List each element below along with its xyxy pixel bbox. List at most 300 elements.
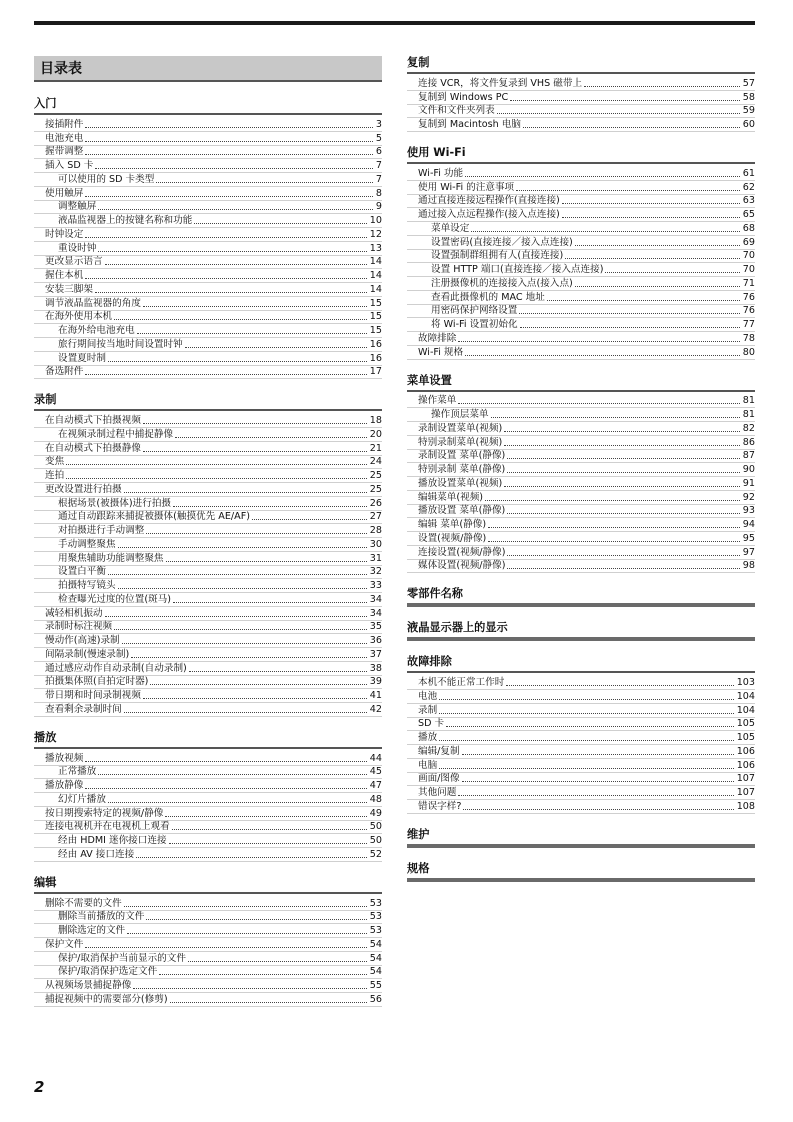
toc-entry[interactable] (407, 505, 755, 519)
toc-entry-label: 录制 (418, 704, 438, 716)
toc-entry-label: 握住本机 (45, 270, 84, 281)
leader-dots (465, 355, 740, 356)
toc-entry[interactable] (34, 766, 382, 780)
toc-entry-page: 20 (369, 428, 382, 440)
toc-entry[interactable] (34, 428, 382, 442)
toc-entry[interactable] (34, 911, 382, 925)
section-heading[interactable]: 维护 (407, 828, 755, 848)
leader-dots (463, 809, 733, 810)
toc-entry-label: 连拍 (45, 470, 65, 481)
toc-entry-page: 27 (369, 511, 382, 523)
toc-entry-page: 82 (742, 422, 755, 434)
leader-dots (143, 698, 367, 699)
toc-entry-label: 录制设置 菜单(静像) (418, 450, 506, 462)
toc-entry[interactable] (34, 793, 382, 807)
toc-entry[interactable] (407, 236, 755, 250)
toc-entry-page: 53 (369, 911, 382, 923)
toc-entry-page: 90 (742, 464, 755, 475)
toc-entry-page: 30 (369, 538, 382, 550)
toc-entry[interactable] (407, 118, 755, 132)
toc-entry-label: 注册摄像机的连接接入点(接入点) (431, 277, 573, 289)
toc-entry[interactable] (407, 263, 755, 277)
toc-entry-page: 104 (736, 704, 755, 716)
toc-entry[interactable] (34, 352, 382, 366)
toc-entry[interactable] (34, 256, 382, 270)
toc-entry-label: 错误字样? (418, 800, 462, 812)
toc-entry-label: 复制到 Macintosh 电脑 (418, 119, 521, 130)
leader-dots (458, 341, 739, 342)
toc-entry[interactable] (407, 532, 755, 546)
toc-entry[interactable] (34, 497, 382, 511)
toc-entry-label: 根据场景(被摄体)进行拍摄 (58, 497, 172, 509)
toc-entry[interactable] (34, 242, 382, 256)
toc-entry-page: 107 (736, 787, 755, 798)
toc-entry-page: 107 (736, 773, 755, 785)
toc-entry-page: 9 (375, 201, 382, 213)
toc-entry-page: 54 (369, 966, 382, 978)
toc-entry[interactable] (34, 159, 382, 173)
toc-entry-label: 安装三脚架 (45, 283, 93, 295)
toc-entry[interactable] (407, 408, 755, 422)
toc-entry-label: 播放视频 (45, 752, 84, 764)
leader-dots (122, 643, 367, 644)
toc-entry-page: 52 (369, 848, 382, 860)
toc-entry-label: 通过自动跟踪来捕捉被摄体(触摸优先 AE/AF) (58, 511, 250, 523)
toc-entry-page: 76 (742, 291, 755, 303)
leader-dots (150, 684, 366, 685)
toc-entry[interactable] (34, 924, 382, 938)
toc-entry-page: 16 (369, 338, 382, 350)
leader-dots (85, 154, 373, 155)
toc-entry-page: 87 (742, 450, 755, 462)
leader-dots (159, 974, 367, 975)
toc-entry[interactable] (407, 718, 755, 732)
toc-entry-label: 故障排除 (418, 332, 457, 344)
toc-section (407, 655, 755, 814)
toc-entry[interactable] (34, 566, 382, 580)
toc-entry-page: 106 (736, 759, 755, 771)
toc-entry-label: 保护文件 (45, 938, 84, 950)
toc-entry-page: 77 (742, 319, 755, 330)
toc-entry-label: 对拍摄进行手动调整 (58, 525, 145, 536)
section-heading[interactable]: 入门 (34, 97, 382, 115)
toc-entry[interactable] (407, 560, 755, 574)
toc-entry[interactable] (34, 269, 382, 283)
toc-entry-list (407, 395, 755, 574)
toc-entry-list (407, 77, 755, 132)
toc-entry[interactable] (34, 621, 382, 635)
toc-entry-label: 幻灯片播放 (58, 793, 106, 805)
toc-entry-label: 编辑菜单(视频) (418, 491, 484, 503)
toc-entry-page: 35 (369, 621, 382, 633)
toc-entry-label: 电脑 (418, 759, 438, 771)
leader-dots (462, 781, 734, 782)
toc-entry[interactable] (34, 173, 382, 187)
leader-dots (507, 472, 739, 473)
leader-dots (173, 602, 367, 603)
toc-section (34, 97, 382, 379)
toc-entry[interactable] (34, 132, 382, 146)
toc-entry[interactable] (34, 283, 382, 297)
toc-entry[interactable] (34, 848, 382, 862)
toc-entry[interactable] (407, 318, 755, 332)
leader-dots (108, 361, 367, 362)
section-heading[interactable]: 使用 Wi-Fi (407, 146, 755, 164)
toc-entry-page: 108 (736, 800, 755, 812)
toc-entry-page: 81 (742, 409, 755, 420)
toc-entry-label: 复制到 Windows PC (418, 91, 509, 103)
toc-entry-label: SD 卡 (418, 718, 445, 730)
toc-entry[interactable] (34, 538, 382, 552)
toc-entry[interactable] (34, 456, 382, 470)
toc-entry[interactable] (34, 834, 382, 848)
toc-entry-label: 带日期和时间录制视频 (45, 690, 141, 701)
leader-dots (506, 685, 733, 686)
toc-entry[interactable] (407, 291, 755, 305)
section-heading[interactable]: 编辑 (34, 876, 382, 894)
toc-entry[interactable] (407, 277, 755, 291)
toc-entry[interactable] (407, 546, 755, 560)
toc-entry-label: 播放 (418, 732, 438, 743)
toc-entry[interactable] (34, 146, 382, 160)
toc-entry-label: 删除当前播放的文件 (58, 911, 145, 923)
toc-entry-page: 18 (369, 415, 382, 426)
toc-entry[interactable] (34, 338, 382, 352)
toc-entry-label: 通过感应动作自动录制(自动录制) (45, 662, 187, 674)
toc-entry[interactable] (407, 77, 755, 91)
toc-entry[interactable] (407, 477, 755, 491)
leader-dots (170, 1002, 367, 1003)
section-heading[interactable]: 液晶显示器上的显示 (407, 621, 755, 641)
leader-dots (85, 141, 373, 142)
toc-entry-label: 设置夏时制 (58, 352, 106, 364)
leader-dots (98, 251, 366, 252)
toc-entry-page: 41 (369, 690, 382, 701)
toc-section (407, 56, 755, 132)
toc-section (407, 621, 755, 641)
toc-entry-list (34, 118, 382, 379)
toc-entry[interactable] (407, 250, 755, 264)
toc-entry-label: 经由 HDMI 迷你接口连接 (58, 835, 167, 846)
toc-entry[interactable] (407, 422, 755, 436)
toc-entry-page: 21 (369, 442, 382, 454)
section-heading[interactable]: 规格 (407, 862, 755, 882)
toc-entry[interactable] (34, 311, 382, 325)
toc-entry[interactable] (34, 607, 382, 621)
leader-dots (143, 451, 367, 452)
toc-entry[interactable] (34, 676, 382, 690)
toc-entry[interactable] (407, 436, 755, 450)
leader-dots (66, 478, 367, 479)
toc-entry-page: 5 (375, 132, 382, 144)
toc-entry-page: 13 (369, 242, 382, 254)
leader-dots (497, 113, 740, 114)
toc-entry-label: 经由 AV 接口连接 (58, 848, 135, 860)
toc-entry[interactable] (34, 187, 382, 201)
toc-entry-page: 58 (742, 91, 755, 103)
toc-entry[interactable] (34, 821, 382, 835)
toc-entry[interactable] (34, 469, 382, 483)
toc-entry-page: 15 (369, 311, 382, 323)
toc-entry-page: 93 (742, 505, 755, 517)
toc-entry-list (407, 676, 755, 814)
toc-entry-label: 变焦 (45, 456, 65, 468)
toc-entry-label: 间隔录制(慢速录制) (45, 648, 130, 660)
section-heading[interactable]: 零部件名称 (407, 587, 755, 607)
toc-entry-label: 重设时钟 (58, 242, 97, 254)
toc-entry[interactable] (407, 222, 755, 236)
toc-entry-label: 播放静像 (45, 780, 84, 791)
toc-entry-page: 6 (375, 146, 382, 158)
toc-entry[interactable] (407, 773, 755, 787)
toc-entry-page: 7 (375, 160, 382, 171)
toc-entry[interactable] (34, 579, 382, 593)
toc-entry[interactable] (407, 704, 755, 718)
section-heading[interactable]: 录制 (34, 393, 382, 411)
toc-entry-page: 16 (369, 352, 382, 364)
toc-entry-page: 49 (369, 807, 382, 819)
leader-dots (439, 768, 734, 769)
toc-entry-page: 106 (736, 745, 755, 757)
toc-entry[interactable] (34, 297, 382, 311)
leader-dots (439, 699, 734, 700)
toc-entry-page: 53 (369, 925, 382, 936)
toc-entry-page: 94 (742, 519, 755, 530)
right-column (407, 56, 755, 896)
leader-dots (562, 217, 740, 218)
toc-entry[interactable] (34, 442, 382, 456)
toc-entry[interactable] (34, 414, 382, 428)
toc-entry[interactable] (34, 593, 382, 607)
toc-entry-label: 从视频场景捕捉静像 (45, 980, 132, 991)
toc-entry[interactable] (407, 195, 755, 209)
toc-entry-label: 保护/取消保护选定文件 (58, 966, 158, 978)
leader-dots (488, 541, 740, 542)
leader-dots (85, 237, 366, 238)
toc-entry-page: 62 (742, 181, 755, 193)
toc-entry-label: 查看此摄像机的 MAC 地址 (431, 291, 545, 303)
leader-dots (189, 671, 367, 672)
toc-entry[interactable] (34, 511, 382, 525)
toc-entry[interactable] (407, 395, 755, 409)
leader-dots (516, 190, 740, 191)
toc-entry-label: Wi-Fi 功能 (418, 167, 464, 179)
leader-dots (143, 306, 367, 307)
toc-entry-label: 电池充电 (45, 132, 84, 144)
leader-dots (85, 761, 366, 762)
toc-entry[interactable] (34, 752, 382, 766)
toc-entry[interactable] (407, 731, 755, 745)
leader-dots (565, 258, 740, 259)
toc-entry-label: 接插附件 (45, 118, 84, 130)
toc-entry-page: 59 (742, 105, 755, 117)
toc-entry-page: 57 (742, 77, 755, 89)
toc-entry-label: 连接设置(视频/静像) (418, 546, 506, 558)
toc-entry-page: 36 (369, 635, 382, 646)
toc-entry-page: 34 (369, 607, 382, 619)
leader-dots (458, 403, 739, 404)
toc-entry-list (34, 897, 382, 1007)
toc-entry-page: 25 (369, 470, 382, 481)
toc-entry-page: 14 (369, 283, 382, 295)
leader-dots (85, 374, 366, 375)
leader-dots (66, 464, 367, 465)
toc-entry[interactable] (34, 324, 382, 338)
toc-entry[interactable] (34, 703, 382, 717)
toc-entry[interactable] (407, 463, 755, 477)
toc-entry[interactable] (407, 800, 755, 814)
toc-entry[interactable] (407, 786, 755, 800)
toc-entry[interactable] (407, 518, 755, 532)
toc-entry[interactable] (407, 491, 755, 505)
toc-entry[interactable] (407, 91, 755, 105)
toc-entry[interactable] (407, 346, 755, 360)
toc-entry[interactable] (407, 305, 755, 319)
section-heading[interactable]: 复制 (407, 56, 755, 74)
toc-entry-label: 可以使用的 SD 卡类型 (58, 173, 155, 185)
leader-dots (185, 347, 367, 348)
toc-entry-page: 91 (742, 477, 755, 489)
leader-dots (118, 547, 367, 548)
leader-dots (507, 555, 739, 556)
toc-entry-page: 3 (375, 118, 382, 130)
toc-entry[interactable] (34, 807, 382, 821)
toc-entry-label: 连接电视机并在电视机上观看 (45, 821, 170, 833)
toc-entry-page: 28 (369, 525, 382, 536)
toc-entry[interactable] (34, 634, 382, 648)
toc-entry-page: 81 (742, 395, 755, 407)
toc-entry-label: 减轻相机振动 (45, 607, 103, 619)
toc-entry[interactable] (34, 366, 382, 380)
leader-dots (108, 574, 367, 575)
leader-dots (95, 292, 367, 293)
toc-entry[interactable] (34, 201, 382, 215)
toc-entry-page: 68 (742, 222, 755, 234)
toc-entry-label: 手动调整聚焦 (58, 538, 116, 550)
toc-title: 目录表 (34, 56, 382, 82)
leader-dots (98, 774, 366, 775)
toc-entry[interactable] (407, 208, 755, 222)
leader-dots (85, 196, 373, 197)
toc-entry-label: 使用 Wi-Fi 的注意事项 (418, 181, 515, 193)
toc-entry-label: 用聚焦辅助功能调整聚焦 (58, 552, 164, 564)
toc-entry-page: 76 (742, 305, 755, 317)
toc-entry[interactable] (407, 332, 755, 346)
toc-entry[interactable] (34, 966, 382, 980)
toc-entry-page: 42 (369, 703, 382, 715)
toc-entry-label: 按日期搜索特定的视频/静像 (45, 807, 164, 819)
toc-entry[interactable] (34, 214, 382, 228)
toc-entry[interactable] (34, 228, 382, 242)
toc-entry[interactable] (34, 648, 382, 662)
toc-entry[interactable] (34, 689, 382, 703)
section-heading[interactable]: 菜单设置 (407, 374, 755, 392)
toc-entry[interactable] (34, 979, 382, 993)
leader-dots (146, 533, 366, 534)
toc-entry-label: 设置强制群组拥有人(直接连接) (431, 250, 564, 262)
toc-entry[interactable] (407, 690, 755, 704)
toc-entry-page: 14 (369, 256, 382, 268)
toc-entry-label: 更改设置进行拍摄 (45, 483, 122, 495)
toc-entry-label: 插入 SD 卡 (45, 160, 94, 171)
leader-dots (519, 313, 739, 314)
leader-dots (85, 947, 366, 948)
toc-entry-label: 液晶监视器上的按键名称和功能 (58, 215, 193, 226)
toc-entry[interactable] (34, 118, 382, 132)
toc-entry[interactable] (34, 938, 382, 952)
toc-entry-label: 其他问题 (418, 787, 457, 798)
leader-dots (85, 788, 366, 789)
leader-dots (520, 327, 740, 328)
leader-dots (172, 829, 367, 830)
toc-entry-page: 78 (742, 332, 755, 344)
toc-entry-label: 调整触屏 (58, 201, 97, 213)
leader-dots (114, 629, 367, 630)
toc-entry[interactable] (34, 779, 382, 793)
toc-entry-label: 编辑 菜单(静像) (418, 519, 487, 530)
toc-entry-page: 105 (736, 732, 755, 743)
leader-dots (510, 100, 740, 101)
toc-entry-page: 97 (742, 546, 755, 558)
toc-entry[interactable] (407, 167, 755, 181)
toc-entry-page: 15 (369, 297, 382, 309)
toc-entry[interactable] (34, 524, 382, 538)
toc-entry[interactable] (407, 450, 755, 464)
section-heading[interactable]: 故障排除 (407, 655, 755, 673)
leader-dots (166, 561, 367, 562)
toc-entry-page: 70 (742, 250, 755, 262)
toc-entry-page: 55 (369, 980, 382, 991)
toc-entry[interactable] (34, 483, 382, 497)
toc-entry[interactable] (407, 745, 755, 759)
toc-entry[interactable] (407, 105, 755, 119)
toc-entry-label: 删除选定的文件 (58, 925, 126, 936)
section-heading[interactable]: 播放 (34, 731, 382, 749)
toc-entry-label: 在海外使用本机 (45, 311, 113, 323)
toc-entry[interactable] (407, 759, 755, 773)
toc-entry[interactable] (407, 676, 755, 690)
toc-entry-page: 54 (369, 938, 382, 950)
toc-entry[interactable] (34, 552, 382, 566)
toc-entry-label: 设置白平衡 (58, 566, 106, 578)
leader-dots (485, 500, 740, 501)
toc-entry-label: 操作菜单 (418, 395, 457, 407)
leader-dots (105, 616, 367, 617)
leader-dots (124, 712, 367, 713)
leader-dots (124, 906, 367, 907)
toc-entry-page: 50 (369, 821, 382, 833)
toc-entry-label: 本机不能正常工作时 (418, 677, 505, 688)
leader-dots (169, 843, 367, 844)
toc-entry[interactable] (34, 952, 382, 966)
leader-dots (137, 333, 367, 334)
toc-entry[interactable] (407, 181, 755, 195)
toc-entry-page: 7 (375, 173, 382, 185)
toc-section (34, 731, 382, 862)
toc-entry[interactable] (34, 897, 382, 911)
toc-entry-label: 慢动作(高速)录制 (45, 635, 120, 646)
toc-entry[interactable] (34, 993, 382, 1007)
toc-entry-label: 时钟设定 (45, 228, 84, 240)
leader-dots (114, 319, 367, 320)
toc-entry[interactable] (34, 662, 382, 676)
toc-entry-page: 8 (375, 187, 382, 199)
left-column (34, 56, 382, 1021)
toc-entry-page: 26 (369, 497, 382, 509)
leader-dots (194, 223, 366, 224)
toc-entry-list (407, 167, 755, 360)
toc-entry-page: 69 (742, 236, 755, 248)
